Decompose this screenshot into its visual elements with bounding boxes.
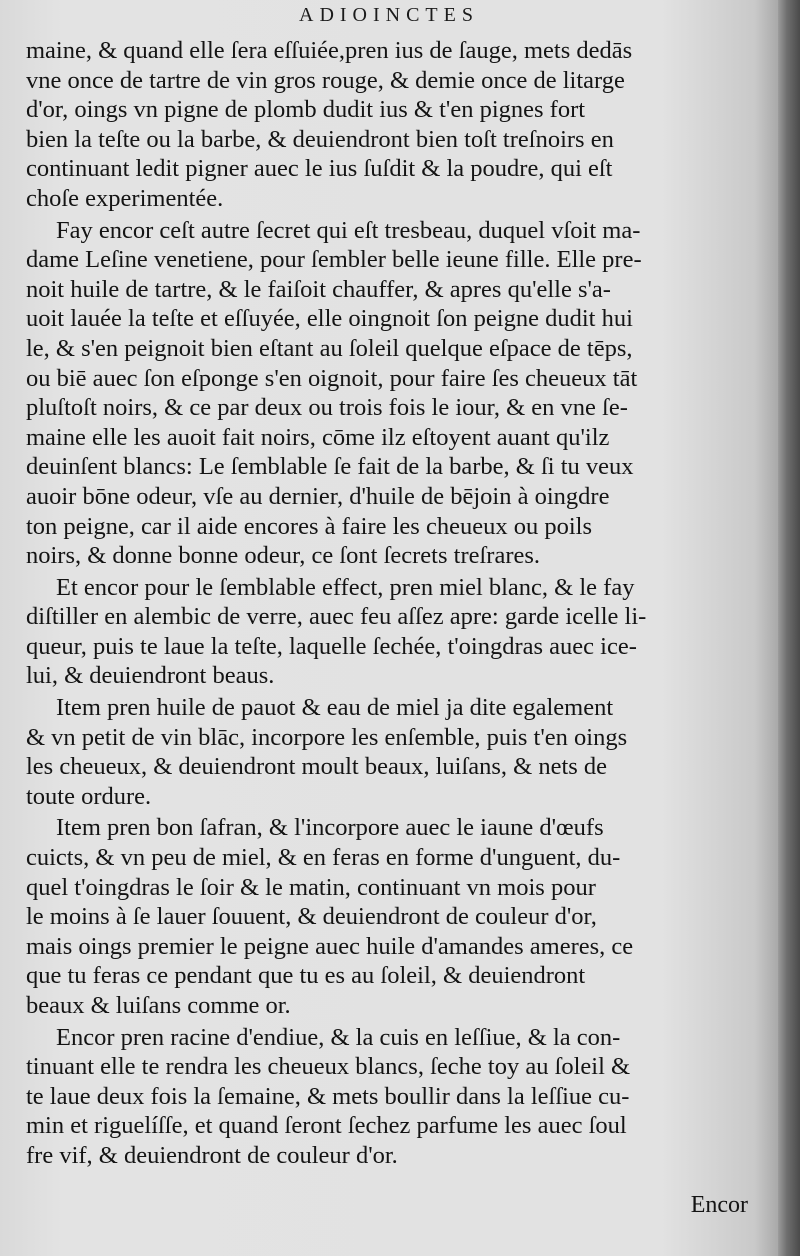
text-line: diſtiller en alembic de verre, auec feu aſſez apre: garde icelle li- [26, 603, 647, 631]
text-line: ton peigne, car il aide encores à faire les cheueux ou poils [26, 512, 592, 540]
running-head: ADIOINCTES [299, 4, 479, 26]
text-line: Item pren bon ſafran, & l'incorpore auec le iaune d'œufs [56, 814, 604, 842]
text-line: fre vif, & deuiendront de couleur d'or. [26, 1141, 398, 1169]
paragraph-2 [26, 216, 766, 571]
text-line: auoir bōne odeur, vſe au dernier, d'huile de bējoin à oingdre [26, 482, 610, 510]
text-line: cuicts, & vn peu de miel, & en feras en forme d'unguent, du- [26, 844, 621, 872]
paragraph-6 [26, 1023, 766, 1171]
text-line: vne once de tartre de vin gros rouge, & demie once de litarge [26, 66, 625, 94]
text-line: beaux & luiſans comme or. [26, 992, 291, 1019]
text-line: bien la teſte ou la barbe, & deuiendront bien toſt treſnoirs en [26, 125, 614, 153]
text-line: les cheueux, & deuiendront moult beaux, luiſans, & nets de [26, 753, 608, 781]
text-line: toute ordure. [26, 782, 152, 810]
body-text [26, 36, 766, 1171]
page-edge-shadow [778, 0, 800, 1256]
text-line: le moins à ſe lauer ſouuent, & deuiendront de couleur d'or, [26, 903, 597, 931]
text-line: d'or, oings vn pigne de plomb dudit ius & t'en pignes fort [26, 96, 586, 124]
text-line: tinuant elle te rendra les cheueux blancs, ſeche toy au ſoleil & [26, 1053, 631, 1081]
text-line: & vn petit de vin blāc, incorpore les enſemble, puis t'en oings [26, 723, 628, 751]
text-line: Encor pren racine d'endiue, & la cuis en leſſiue, & la con- [56, 1023, 621, 1051]
paragraph-1 [26, 36, 766, 214]
text-line: continuant ledit pigner auec le ius ſuſdit & la poudre, qui eſt [26, 155, 613, 183]
text-line: maine elle les auoit fait noirs, cōme ilz eſtoyent auant qu'ilz [26, 423, 610, 451]
text-line: mais oings premier le peigne auec huile d'amandes ameres, ce [26, 932, 634, 960]
text-line: queur, puis te laue la teſte, laquelle ſechée, t'oingdras auec ice- [26, 632, 637, 660]
text-line: noit huile de tartre, & le faiſoit chauffer, & apres qu'elle s'a- [26, 275, 611, 303]
text-line: te laue deux fois la ſemaine, & mets boullir dans la leſſiue cu- [26, 1082, 630, 1110]
text-line: lui, & deuiendront beaus. [26, 662, 275, 690]
catchword: Encor [690, 1192, 748, 1218]
paragraph-4 [26, 693, 766, 811]
paragraph-3 [26, 573, 766, 691]
text-line: Et encor pour le ſemblable effect, pren miel blanc, & le fay [56, 573, 635, 601]
paragraph-5 [26, 813, 766, 1020]
text-line: Item pren huile de pauot & eau de miel ja dite egalement [56, 694, 614, 722]
text-line: que tu feras ce pendant que tu es au ſoleil, & deuiendront [26, 962, 586, 990]
text-line: min et riguelíſſe, et quand ſeront ſechez parfume les auec ſoul [26, 1112, 627, 1140]
text-line: quel t'oingdras le ſoir & le matin, continuant vn mois pour [26, 873, 596, 901]
text-line: deuinſent blancs: Le ſemblable ſe fait de la barbe, & ſi tu veux [26, 453, 634, 481]
text-line: uoit lauée la teſte et eſſuyée, elle oingnoit ſon peigne dudit hui [26, 305, 633, 333]
text-line: Fay encor ceſt autre ſecret qui eſt tresbeau, duquel vſoit ma- [56, 216, 641, 244]
text-line: noirs, & donne bonne odeur, ce ſont ſecrets treſrares. [26, 542, 541, 570]
text-line: dame Leſine venetiene, pour ſembler belle ieune fille. Elle pre- [26, 246, 642, 274]
text-line: le, & s'en peignoit bien eſtant au ſoleil quelque eſpace de tēps, [26, 334, 633, 362]
text-line: choſe experimentée. [26, 184, 224, 212]
text-line: ou biē auec ſon eſponge s'en oignoit, pour faire ſes cheueux tāt [26, 364, 638, 392]
text-line: pluſtoſt noirs, & ce par deux ou trois fois le iour, & en vne ſe- [26, 394, 628, 422]
text-line: maine, & quand elle ſera eſſuiée,pren ius de ſauge, mets dedās [26, 37, 633, 64]
